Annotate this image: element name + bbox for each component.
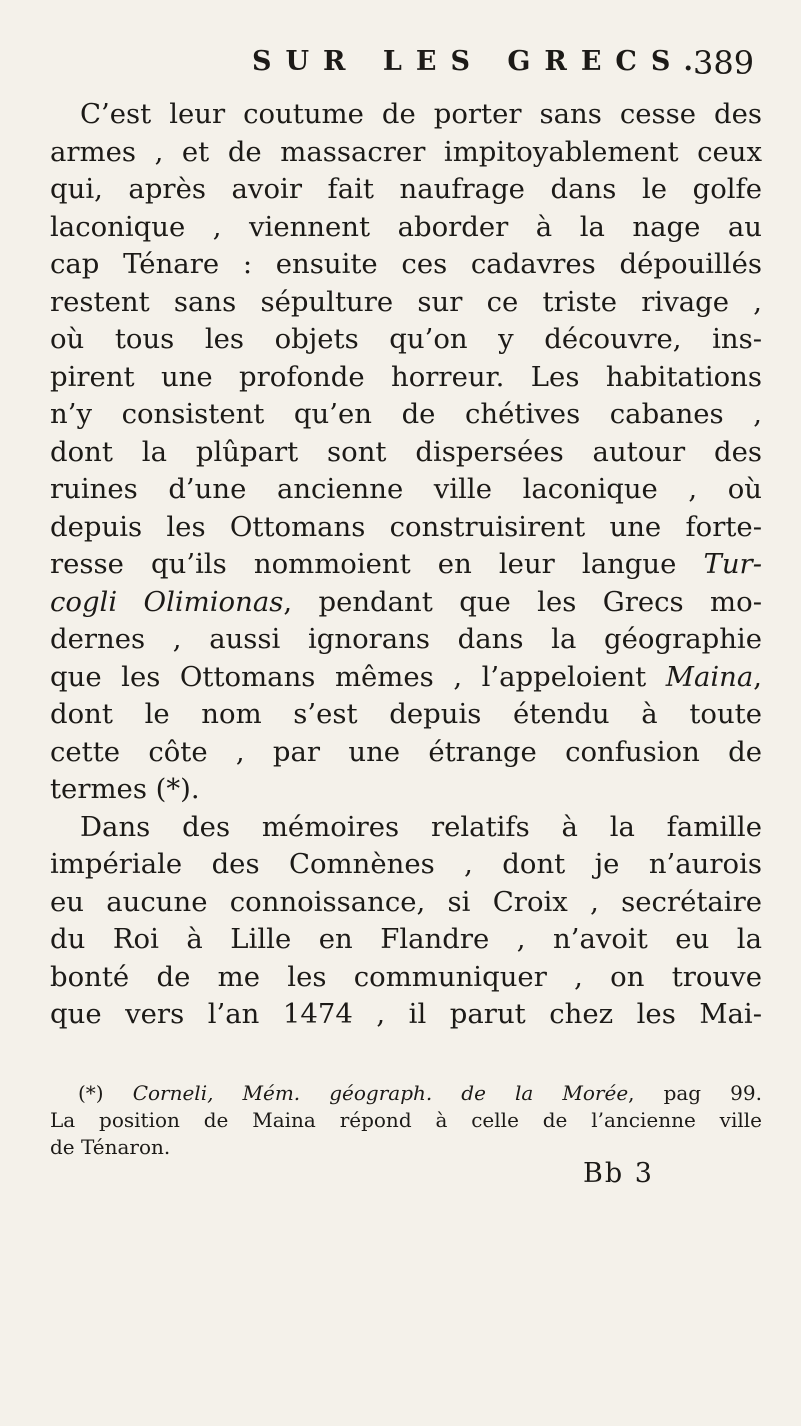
text-line — [50, 584, 762, 622]
text-line: bonté de me les communiquer , on trouve — [50, 960, 762, 993]
italic-term: Maina — [665, 660, 754, 693]
text-line: depuis les Ottomans construisirent une forte- — [50, 510, 762, 543]
italic-term: Tur- — [703, 548, 762, 580]
text-line: pirent une profonde horreur. Les habitations — [50, 360, 762, 393]
main-text — [50, 96, 762, 1034]
text-line: dernes , aussi ignorans dans la géographie — [50, 623, 762, 655]
text-line: où tous les objets qu’on y découvre, ins- — [50, 323, 762, 355]
text-line: armes , et de massacrer impitoyablement ceux — [50, 135, 762, 168]
text-line: eu aucune connoissance, si Croix , secrétaire — [50, 885, 762, 918]
signature-mark: Bb 3 — [583, 1158, 654, 1189]
footnote-line — [50, 1080, 762, 1107]
text-line: que vers l’an 1474 , il parut chez les Mai- — [50, 998, 762, 1030]
footnote-line: de Ténaron. — [50, 1135, 171, 1159]
text-span: , pendant que les Grecs mo- — [283, 585, 762, 618]
text-span: resse qu’ils nommoient en leur langue — [50, 548, 704, 580]
text-line: C’est leur coutume de porter sans cesse des — [80, 98, 762, 130]
page-header — [0, 44, 801, 94]
running-head: SUR LES GRECS. — [252, 46, 707, 77]
text-span: que les Ottomans mêmes , l’appeloient — [50, 660, 666, 693]
text-line: n’y consistent qu’en de chétives cabanes , — [50, 398, 762, 430]
footnote — [50, 1080, 762, 1161]
text-line — [50, 546, 762, 584]
text-line — [50, 659, 762, 697]
footnote-mark: (*) — [78, 1081, 133, 1105]
text-line: dont la plûpart sont dispersées autour des — [50, 435, 762, 468]
footnote-source: Corneli, Mém. géograph. de la Morée — [132, 1081, 629, 1105]
text-line: ruines d’une ancienne ville laconique , où — [50, 473, 762, 505]
text-line: laconique , viennent aborder à la nage au — [50, 210, 762, 243]
text-line: impériale des Comnènes , dont je n’aurois — [50, 848, 762, 880]
text-line: qui, après avoir fait naufrage dans le golfe — [50, 173, 762, 205]
text-line: du Roi à Lille en Flandre , n’avoit eu la — [50, 923, 762, 955]
text-line: cette côte , par une étrange confusion de — [50, 735, 762, 768]
text-line: termes (*). — [50, 773, 200, 805]
text-span: , — [753, 660, 762, 693]
text-line: dont le nom s’est depuis étendu à toute — [50, 698, 762, 730]
text-line: cap Ténare : ensuite ces cadavres dépouillés — [50, 248, 762, 280]
italic-term: cogli Olimionas — [50, 585, 284, 618]
footnote-line: La position de Maina répond à celle de l’ancienne ville — [50, 1108, 762, 1132]
text-line: Dans des mémoires relatifs à la famille — [80, 810, 762, 843]
page-number: 389 — [693, 44, 755, 82]
footnote-page-ref: , pag 99. — [628, 1081, 762, 1105]
text-line: restent sans sépulture sur ce triste rivage , — [50, 285, 762, 318]
